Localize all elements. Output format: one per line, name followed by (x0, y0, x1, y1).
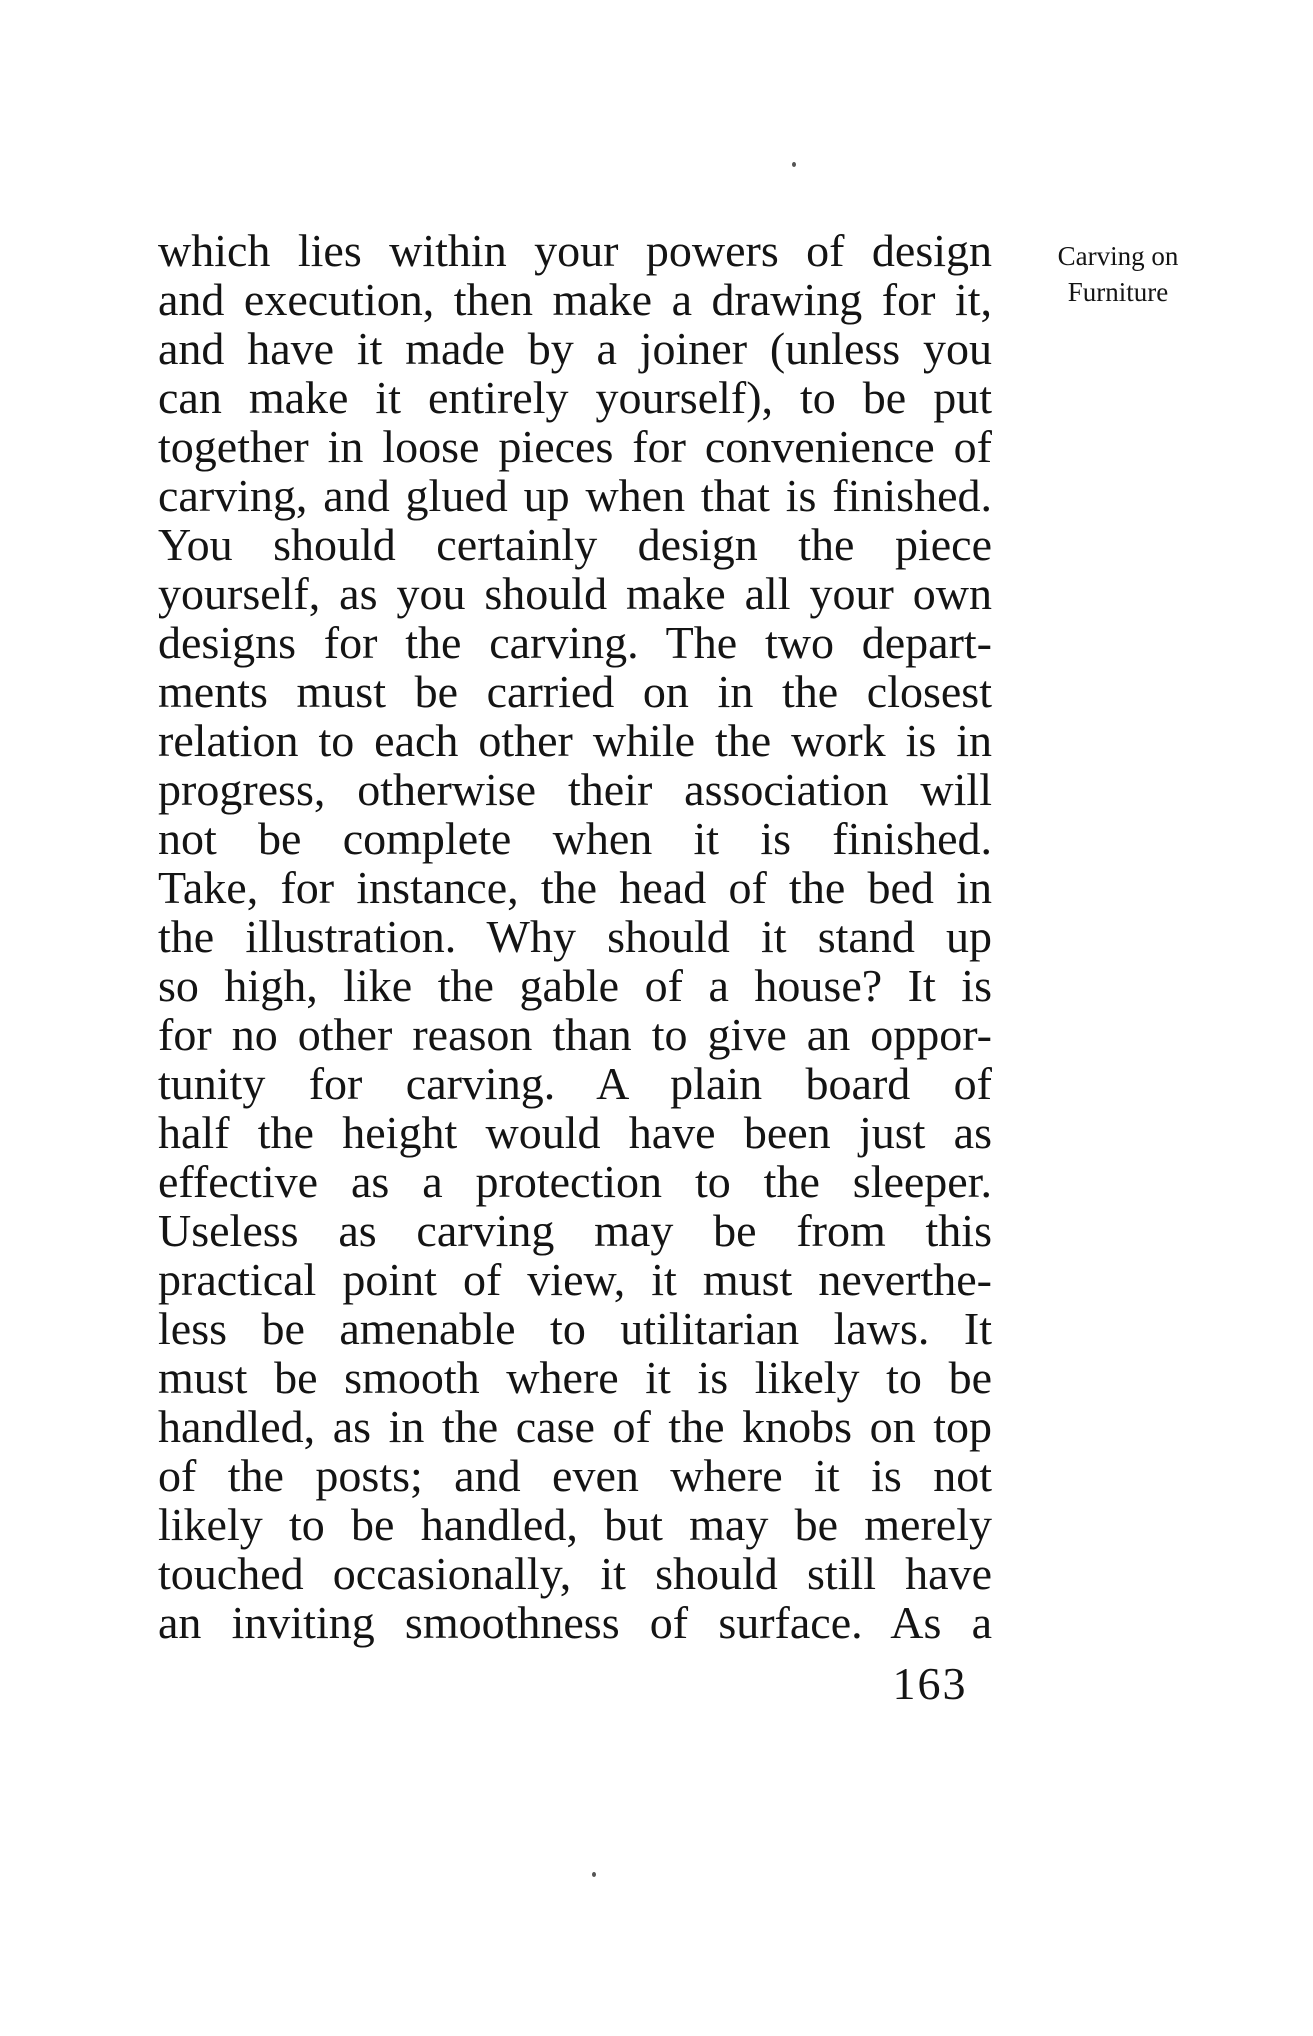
scan-speck (792, 162, 796, 167)
text-line: the illustration. Why should it stand up (158, 911, 992, 962)
text-line: designs for the carving. The two depart- (158, 617, 992, 668)
text-line: an inviting smoothness of surface. As a (158, 1597, 992, 1648)
text-line: Useless as carving may be from this (158, 1205, 992, 1256)
text-line: must be smooth where it is likely to be (158, 1352, 992, 1403)
body-text (158, 226, 992, 1647)
page-number: 163 (892, 1658, 968, 1709)
text-line: for no other reason than to give an oppor- (158, 1009, 992, 1060)
text-line: can make it entirely yourself), to be put (158, 372, 992, 423)
text-line: Take, for instance, the head of the bed in (158, 862, 992, 913)
text-line: together in loose pieces for convenience of (158, 421, 992, 472)
text-line: which lies within your powers of design (158, 225, 992, 276)
text-line: effective as a protection to the sleeper. (158, 1156, 992, 1207)
text-line: likely to be handled, but may be merely (158, 1499, 992, 1550)
text-line: progress, otherwise their association will (158, 764, 992, 815)
text-line: half the height would have been just as (158, 1107, 992, 1158)
text-line: carving, and glued up when that is finished. (158, 470, 992, 521)
margin-note-line: Carving on (1057, 241, 1179, 271)
text-line: handled, as in the case of the knobs on top (158, 1401, 992, 1452)
text-line: relation to each other while the work is in (158, 715, 992, 766)
scan-speck (592, 1872, 596, 1877)
text-line: so high, like the gable of a house? It is (158, 960, 992, 1011)
text-line: and have it made by a joiner (unless you (158, 323, 992, 374)
text-line: touched occasionally, it should still have (158, 1548, 992, 1599)
text-line: of the posts; and even where it is not (158, 1450, 992, 1501)
margin-note-line: Furniture (1067, 277, 1169, 307)
text-line: tunity for carving. A plain board of (158, 1058, 992, 1109)
text-line: yourself, as you should make all your own (158, 568, 992, 619)
margin-note (1018, 238, 1218, 310)
text-line: and execution, then make a drawing for it, (158, 274, 992, 325)
text-line: ments must be carried on in the closest (158, 666, 992, 717)
text-line: not be complete when it is finished. (158, 813, 992, 864)
text-line: practical point of view, it must neverthe- (158, 1254, 992, 1305)
text-line: You should certainly design the piece (158, 519, 992, 570)
text-line: less be amenable to utilitarian laws. It (158, 1303, 992, 1354)
